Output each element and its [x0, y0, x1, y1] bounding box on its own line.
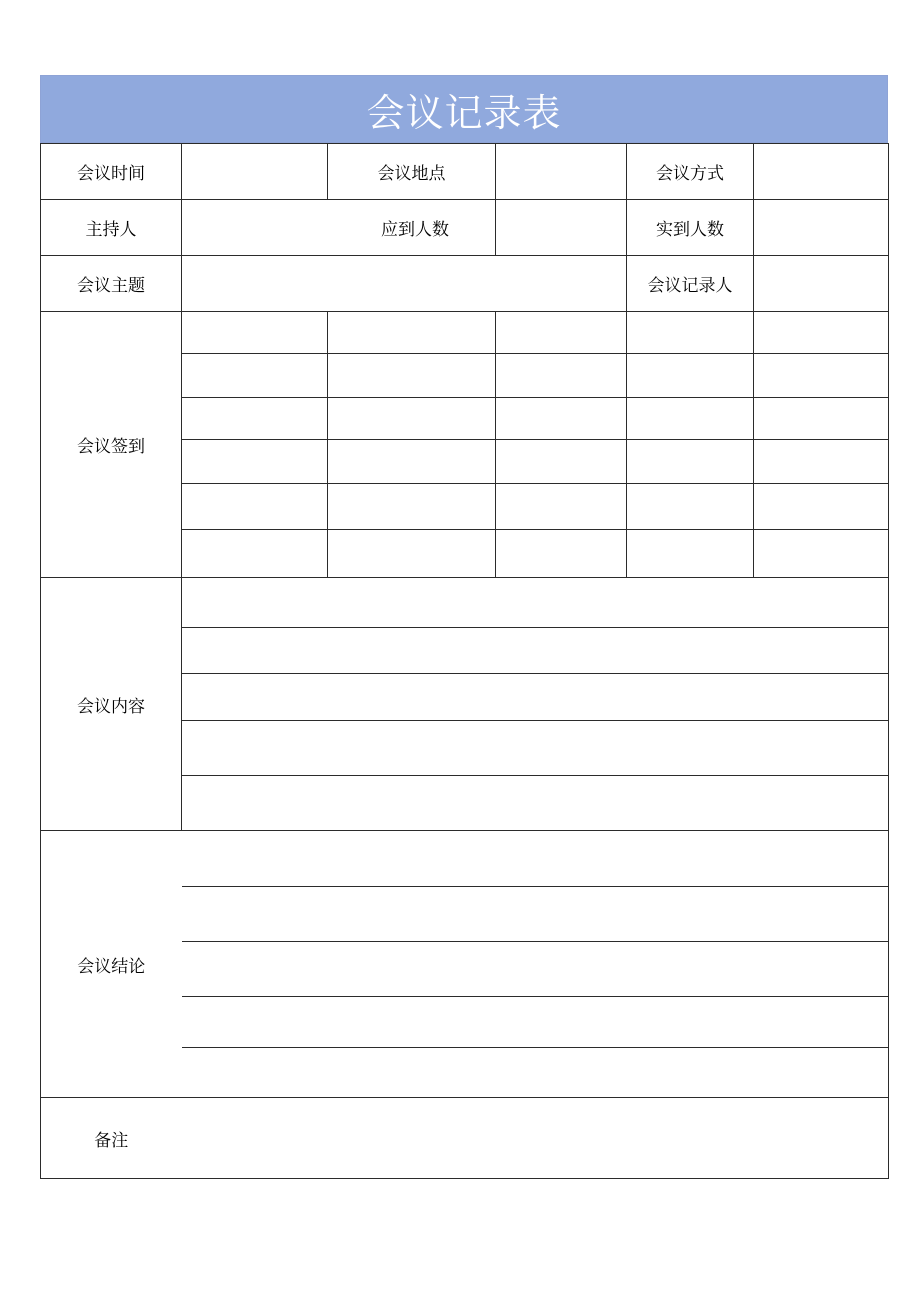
meeting-topic-field[interactable] [182, 256, 627, 312]
signin-cell[interactable] [496, 484, 627, 530]
signin-cell[interactable] [496, 354, 627, 398]
signin-cell[interactable] [182, 530, 328, 578]
expected-count-field[interactable] [496, 200, 627, 256]
signin-cell[interactable] [754, 354, 889, 398]
content-line[interactable] [182, 674, 889, 721]
signin-cell[interactable] [328, 530, 496, 578]
conclusion-line[interactable] [182, 887, 889, 942]
host-label: 主持人 [41, 200, 182, 256]
content-line[interactable] [182, 776, 889, 831]
conclusion-line[interactable] [182, 942, 889, 997]
signin-cell[interactable] [754, 440, 889, 484]
conclusion-line[interactable] [182, 1048, 889, 1098]
meeting-method-field[interactable] [754, 144, 889, 200]
meeting-time-field[interactable] [182, 144, 328, 200]
recorder-field[interactable] [754, 256, 889, 312]
signin-cell[interactable] [627, 440, 754, 484]
expected-count-label [182, 200, 496, 256]
signin-cell[interactable] [627, 398, 754, 440]
signin-cell[interactable] [627, 530, 754, 578]
actual-count-label: 实到人数 [627, 200, 754, 256]
content-line[interactable] [182, 578, 889, 628]
signin-cell[interactable] [754, 312, 889, 354]
signin-cell[interactable] [182, 312, 328, 354]
content-line[interactable] [182, 721, 889, 776]
signin-cell[interactable] [627, 312, 754, 354]
conclusion-line[interactable] [182, 831, 889, 887]
meeting-method-label: 会议方式 [627, 144, 754, 200]
actual-count-field[interactable] [754, 200, 889, 256]
signin-cell[interactable] [627, 484, 754, 530]
recorder-label: 会议记录人 [627, 256, 754, 312]
meeting-topic-label: 会议主题 [41, 256, 182, 312]
signin-cell[interactable] [328, 484, 496, 530]
signin-cell[interactable] [328, 398, 496, 440]
signin-cell[interactable] [627, 354, 754, 398]
form-title: 会议记录表 [40, 75, 888, 143]
meeting-location-field[interactable] [496, 144, 627, 200]
expected-count-label-text: 应到人数 [381, 220, 449, 240]
signin-cell[interactable] [754, 530, 889, 578]
signin-cell[interactable] [496, 530, 627, 578]
signin-cell[interactable] [182, 354, 328, 398]
signin-label: 会议签到 [41, 312, 182, 578]
signin-cell[interactable] [182, 440, 328, 484]
signin-cell[interactable] [182, 484, 328, 530]
signin-cell[interactable] [328, 440, 496, 484]
content-label: 会议内容 [41, 578, 182, 831]
conclusion-label: 会议结论 [41, 831, 182, 1098]
conclusion-line[interactable] [182, 997, 889, 1048]
signin-cell[interactable] [754, 398, 889, 440]
signin-cell[interactable] [496, 312, 627, 354]
meeting-location-label: 会议地点 [328, 144, 496, 200]
remarks-field[interactable] [182, 1098, 889, 1179]
signin-cell[interactable] [496, 398, 627, 440]
content-line[interactable] [182, 628, 889, 674]
form-table [40, 143, 889, 1179]
signin-cell[interactable] [328, 354, 496, 398]
meeting-time-label: 会议时间 [41, 144, 182, 200]
signin-cell[interactable] [182, 398, 328, 440]
remarks-label: 备注 [41, 1098, 182, 1179]
meeting-record-form [40, 75, 888, 1179]
signin-cell[interactable] [328, 312, 496, 354]
signin-cell[interactable] [496, 440, 627, 484]
signin-cell[interactable] [754, 484, 889, 530]
